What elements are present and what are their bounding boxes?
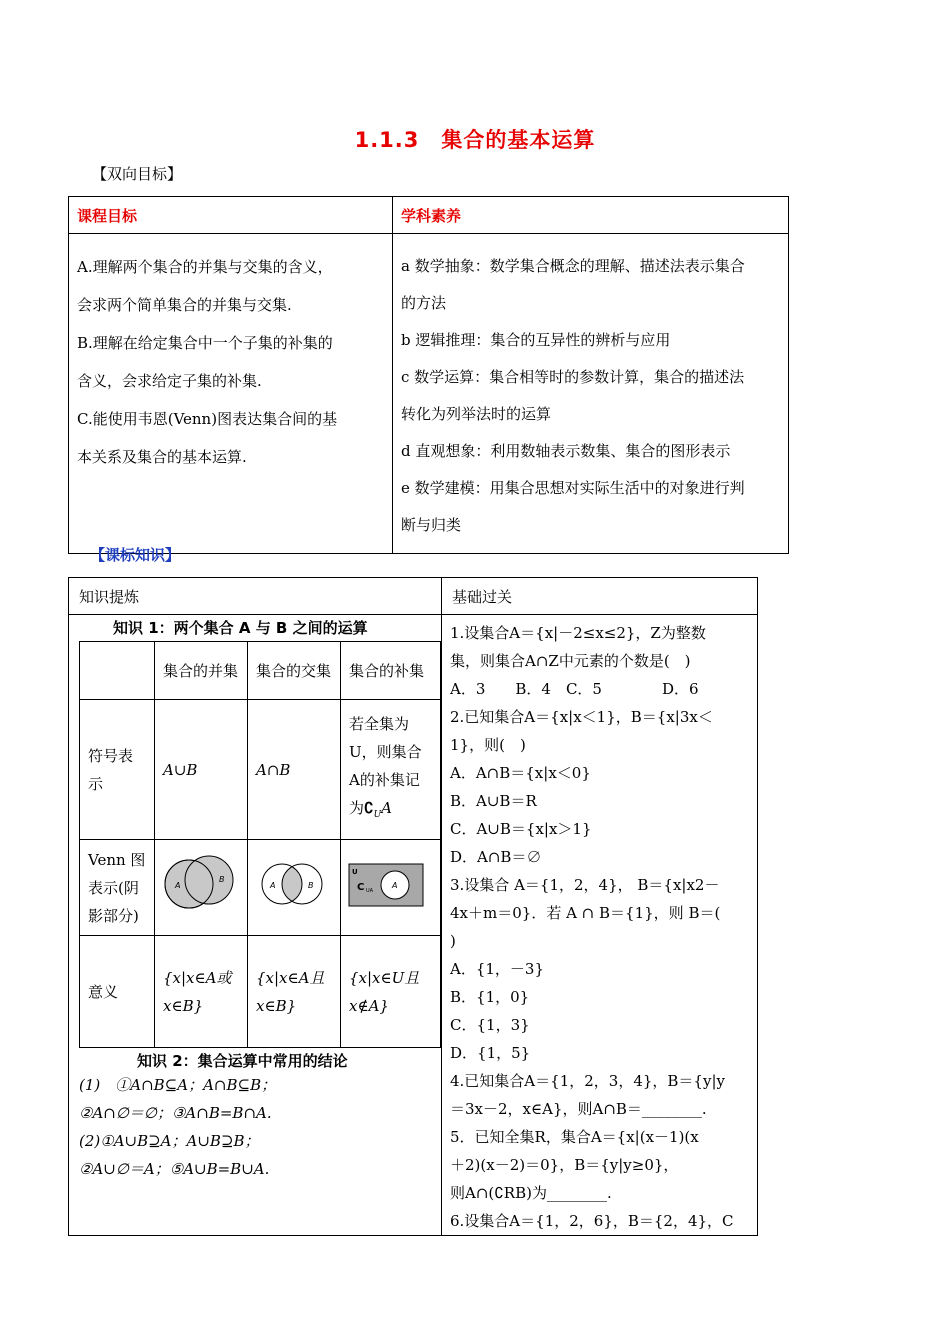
knowledge-table: [68, 577, 758, 1236]
venn-union-label-a: A: [175, 881, 181, 890]
venn-comp-label-c: C: [357, 882, 365, 893]
venn-intersection-cell: [248, 840, 341, 936]
union-header: 集合的并集: [155, 642, 248, 700]
exercise-line: A．{1，－3}: [450, 960, 545, 978]
exercise-line: D．{1，5}: [450, 1044, 531, 1062]
exercise-line: 集，则集合A∩Z中元素的个数是( ): [450, 652, 691, 670]
knowledge-cell: [69, 615, 442, 1236]
venn-comp-label-u: U: [352, 868, 358, 876]
course-goal-line: A.理解两个集合的并集与交集的含义，: [77, 258, 333, 276]
conclusion-line: ②A∪∅＝A；⑤A∪B=B∪A.: [79, 1160, 270, 1178]
exercise-line: 则A∩(∁RB)为________.: [450, 1184, 612, 1202]
union-meaning: {x|x∈A或x∈B}: [155, 936, 248, 1048]
venn-union-diagram: [155, 848, 245, 918]
exercise-line: D．A∩B＝∅: [450, 848, 542, 866]
literacy-line: 的方法: [401, 294, 447, 312]
literacy-line: 转化为列举法时的运算: [401, 405, 552, 423]
venn-complement-diagram: [341, 848, 431, 918]
conclusions: [69, 1071, 441, 1183]
practice-header: 基础过关: [442, 578, 758, 615]
literacy-header: 学科素养: [393, 197, 789, 234]
standard-knowledge-label: 【课标知识】: [90, 546, 181, 564]
venn-intersection-diagram: [248, 848, 338, 918]
goals-table: [68, 196, 789, 554]
conclusion-line: (2)①A∪B⊇A；A∪B⊇B；: [79, 1132, 260, 1150]
exercise-line: 1}，则( ): [450, 736, 526, 754]
venn-union-label-b: B: [219, 875, 225, 884]
literacy-line: e 数学建模：用集合思想对实际生活中的对象进行判: [401, 479, 745, 497]
literacy-line: d 直观想象：利用数轴表示数集、集合的图形表示: [401, 442, 731, 460]
complement-symbol-text: 若全集为U，则集合A的补集记为: [349, 715, 422, 817]
venn-row-label: Venn 图表示(阴影部分): [80, 840, 155, 936]
operations-table: [79, 641, 441, 1048]
complement-symbol: [341, 700, 441, 840]
exercise-line: C．A∪B＝{x|x＞1}: [450, 820, 592, 838]
exercise-line: 1.设集合A＝{x|－2≤x≤2}，Z为整数: [450, 624, 706, 642]
course-goal-line: B.理解在给定集合中一个子集的补集的: [77, 334, 333, 352]
union-symbol: A∪B: [155, 700, 248, 840]
intersection-meaning: {x|x∈A且x∈B}: [248, 936, 341, 1048]
exercise-line: 5．已知全集R，集合A＝{x|(x－1)(x: [450, 1128, 699, 1146]
page-title: 1.1.3 集合的基本运算: [354, 128, 596, 152]
corner-cell: [80, 642, 155, 700]
course-goals-cell: [69, 234, 393, 554]
venn-inter-label-b: B: [308, 881, 314, 890]
exercise-line: B．A∪B＝R: [450, 792, 537, 810]
complement-meaning: {x|x∈U且x∉A}: [341, 936, 441, 1048]
meaning-row-label: 意义: [80, 936, 155, 1048]
venn-union-cell: [155, 840, 248, 936]
complement-subscript: U: [373, 810, 382, 820]
symbol-row-label: 符号表示: [80, 700, 155, 840]
course-goal-line: 含义，会求给定子集的补集.: [77, 372, 262, 390]
complement-sign: ∁: [364, 799, 374, 817]
course-goal-line: 本关系及集合的基本运算.: [77, 448, 247, 466]
course-goals-header: 课程目标: [69, 197, 393, 234]
complement-header: 集合的补集: [341, 642, 441, 700]
literacy-cell: [393, 234, 789, 554]
venn-comp-label-ua: UA: [366, 888, 374, 894]
course-goal-line: C.能使用韦恩(Venn)图表达集合间的基: [77, 410, 338, 428]
intersection-symbol: A∩B: [248, 700, 341, 840]
exercise-line: C．{1，3}: [450, 1016, 530, 1034]
exercise-line: 6.设集合A＝{1，2，6}，B＝{2，4}，C: [450, 1212, 734, 1230]
course-goal-line: 会求两个简单集合的并集与交集.: [77, 296, 292, 314]
exercise-line: ＝3x－2，x∈A}，则A∩B＝________.: [450, 1100, 707, 1118]
literacy-line: a 数学抽象：数学集合概念的理解、描述法表示集合: [401, 257, 745, 275]
exercise-line: A．A∩B＝{x|x＜0}: [450, 764, 591, 782]
exercise-line: 3.设集合 A＝{1，2，4}， B＝{x|x2－: [450, 876, 720, 894]
venn-inter-label-a: A: [270, 881, 276, 890]
practice-cell: [442, 615, 758, 1236]
conclusion-line: (1) ①A∩B⊆A；A∩B⊆B；: [79, 1076, 277, 1094]
exercise-line: B．{1，0}: [450, 988, 530, 1006]
venn-comp-label-a: A: [392, 881, 398, 890]
knowledge-header: 知识提炼: [69, 578, 442, 615]
literacy-line: c 数学运算：集合相等时的参数计算，集合的描述法: [401, 368, 745, 386]
exercise-line: 4.已知集合A＝{1，2，3，4}，B＝{y|y: [450, 1072, 725, 1090]
exercise-line: A．3 B．4 C．5 D．6: [450, 680, 699, 698]
exercise-line: 4x＋m＝0}．若 A ∩ B＝{1}，则 B＝(: [450, 904, 721, 922]
exercise-line: 2.已知集合A＝{x|x＜1}，B＝{x|3x＜: [450, 708, 713, 726]
exercise-line: ＋2)(x－2)＝0}，B＝{y|y≥0}，: [450, 1156, 679, 1174]
complement-set: A: [381, 799, 392, 817]
exercise-line: ): [450, 932, 456, 950]
venn-complement-cell: [341, 840, 441, 936]
literacy-line: b 逻辑推理：集合的互异性的辨析与应用: [401, 331, 671, 349]
literacy-line: 断与归类: [401, 516, 462, 534]
conclusion-line: ②A∩∅＝∅；③A∩B=B∩A.: [79, 1104, 272, 1122]
knowledge-2-title: 知识 2：集合运算中常用的结论: [137, 1052, 348, 1070]
knowledge-1-title: 知识 1：两个集合 A 与 B 之间的运算: [113, 619, 368, 637]
intersection-header: 集合的交集: [248, 642, 341, 700]
dual-goals-label: 【双向目标】: [92, 165, 183, 183]
